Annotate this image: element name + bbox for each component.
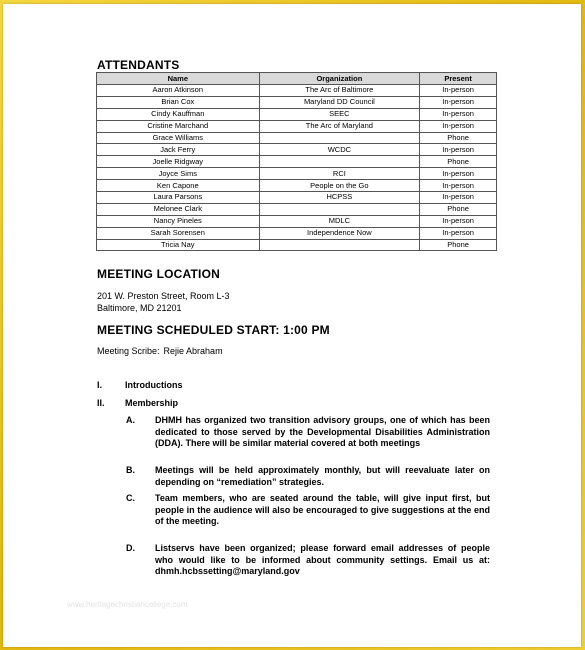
cell-organization: Maryland DD Council (259, 96, 420, 108)
cell-organization: Independence Now (259, 227, 420, 239)
cell-name: Cristine Marchand (97, 120, 260, 132)
cell-name: Grace Williams (97, 132, 260, 144)
cell-present: In-person (420, 192, 497, 204)
subitem-text: DHMH has organized two transition advisory groups, one of which has been dedicated to those served by the Developmental Disabilities Administration (DDA). There will be similar material covered at both meetings (155, 415, 490, 448)
cell-name: Aaron Atkinson (97, 85, 260, 97)
cell-organization (259, 239, 420, 251)
column-header-organization: Organization (259, 73, 420, 85)
table-row (97, 108, 497, 120)
cell-present: In-person (420, 144, 497, 156)
cell-organization: WCDC (259, 144, 420, 156)
cell-name: Ken Capone (97, 180, 260, 192)
table-row (97, 192, 497, 204)
subitem-text: Team members, who are seated around the table, will give input first, but people in the audience will also be encouraged to give suggestions at the end of the meeting. (155, 493, 490, 526)
cell-name: Jack Ferry (97, 144, 260, 156)
table-row (97, 168, 497, 180)
table-row (97, 96, 497, 108)
cell-present: In-person (420, 227, 497, 239)
table-row (97, 180, 497, 192)
meeting-address (97, 290, 230, 314)
meeting-location-heading: MEETING LOCATION (97, 267, 220, 281)
table-row (97, 227, 497, 239)
cell-name: Sarah Sorensen (97, 227, 260, 239)
scribe-name: Rejie Abraham (163, 346, 223, 356)
cell-organization: RCI (259, 168, 420, 180)
table-row (97, 85, 497, 97)
cell-present: Phone (420, 156, 497, 168)
scribe-label: Meeting Scribe: (97, 346, 160, 356)
subitem-letter: B. (126, 465, 135, 475)
cell-name: Tricia Nay (97, 239, 260, 251)
agenda-item-number: I. (97, 380, 103, 390)
cell-present: Phone (420, 239, 497, 251)
table-row (97, 120, 497, 132)
cell-name: Laura Parsons (97, 192, 260, 204)
cell-organization: HCPSS (259, 192, 420, 204)
cell-present: In-person (420, 85, 497, 97)
table-row (97, 203, 497, 215)
membership-subitem-c (126, 493, 490, 528)
membership-subitem-d (126, 543, 490, 578)
cell-name: Joelle Ridgway (97, 156, 260, 168)
column-header-name: Name (97, 73, 260, 85)
table-header-row (97, 73, 497, 85)
membership-subitem-a (126, 415, 490, 450)
watermark-text: www.heritagechristiancollege.com (67, 600, 188, 609)
subitem-letter: C. (126, 493, 135, 503)
cell-organization: MDLC (259, 215, 420, 227)
address-line-2: Baltimore, MD 21201 (97, 303, 182, 313)
cell-name: Joyce Sims (97, 168, 260, 180)
subitem-text: Listservs have been organized; please forward email addresses of people who would like to be informed about community settings. Email us at: dhmh.hcbssetting@maryland.gov (155, 543, 490, 576)
subitem-letter: A. (126, 415, 135, 425)
meeting-scribe (97, 346, 223, 356)
table-row (97, 239, 497, 251)
subitem-letter: D. (126, 543, 135, 553)
cell-organization (259, 203, 420, 215)
agenda-item-number: II. (97, 398, 105, 408)
cell-present: In-person (420, 180, 497, 192)
cell-present: In-person (420, 108, 497, 120)
agenda-item-label: Introductions (125, 380, 183, 390)
cell-present: In-person (420, 215, 497, 227)
table-row (97, 132, 497, 144)
meeting-start-heading: MEETING SCHEDULED START: 1:00 PM (97, 323, 330, 337)
attendants-heading: ATTENDANTS (97, 58, 180, 72)
cell-organization: SEEC (259, 108, 420, 120)
cell-organization (259, 156, 420, 168)
table-row (97, 144, 497, 156)
cell-name: Brian Cox (97, 96, 260, 108)
cell-present: In-person (420, 168, 497, 180)
column-header-present: Present (420, 73, 497, 85)
cell-name: Cindy Kauffman (97, 108, 260, 120)
cell-organization: The Arc of Maryland (259, 120, 420, 132)
cell-name: Melonee Clark (97, 203, 260, 215)
cell-organization (259, 132, 420, 144)
table-row (97, 215, 497, 227)
cell-present: In-person (420, 120, 497, 132)
cell-present: Phone (420, 203, 497, 215)
membership-subitem-b (126, 465, 490, 488)
cell-organization: The Arc of Baltimore (259, 85, 420, 97)
address-line-1: 201 W. Preston Street, Room L-3 (97, 291, 230, 301)
cell-present: Phone (420, 132, 497, 144)
cell-present: In-person (420, 96, 497, 108)
attendants-table (96, 72, 497, 251)
table-row (97, 156, 497, 168)
subitem-text: Meetings will be held approximately monthly, but will reevaluate later on depending on “remediation” strategies. (155, 465, 490, 487)
cell-name: Nancy Pineles (97, 215, 260, 227)
cell-organization: People on the Go (259, 180, 420, 192)
agenda-item-label: Membership (125, 398, 179, 408)
